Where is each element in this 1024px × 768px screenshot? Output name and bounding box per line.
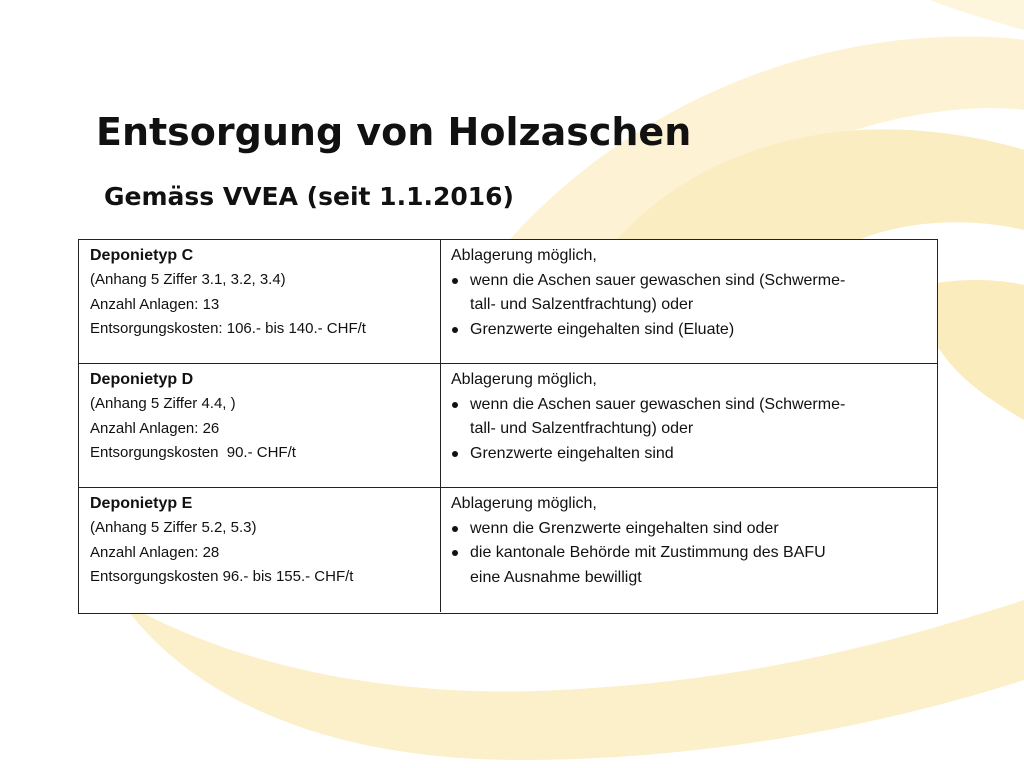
table-row [79,364,937,488]
condition-line: die kantonale Behörde mit Zustimmung des BAFU [470,544,826,561]
landfill-info-cell [79,488,441,612]
landfill-type: Deponietyp D [90,371,194,388]
plant-count: Anzahl Anlagen: 28 [90,543,220,561]
table-row [79,240,937,364]
bullet-icon [452,327,458,333]
annex-reference: (Anhang 5 Ziffer 4.4, ) [90,395,236,412]
annex-reference: (Anhang 5 Ziffer 5.2, 5.3) [90,519,257,536]
swoosh-band-lower [120,600,1024,760]
landfill-info-cell [79,364,441,487]
page-title: Entsorgung von Holzaschen [96,110,692,154]
list-item [451,393,927,442]
condition-line: Grenzwerte eingehalten sind [470,444,674,462]
disposal-costs: Entsorgungskosten 90.- CHF/t [90,444,296,461]
bullet-icon [452,451,458,457]
bullet-icon [452,278,458,284]
landfill-type: Deponietyp C [90,247,194,264]
landfill-table [78,239,938,614]
disposal-costs: Entsorgungskosten 96.- bis 155.- CHF/t [90,568,354,585]
list-item [451,517,927,542]
swoosh-band-top-right [930,0,1024,30]
table-row [79,488,937,612]
conditions-heading: Ablagerung möglich, [451,371,597,388]
deposit-conditions-cell [441,488,937,612]
bullet-icon [452,526,458,532]
list-item [451,442,927,467]
conditions-heading: Ablagerung möglich, [451,247,597,264]
condition-line: tall- und Salzentfrachtung) oder [470,420,694,437]
condition-line: wenn die Aschen sauer gewaschen sind (Schwerme- [470,395,846,413]
conditions-heading: Ablagerung möglich, [451,495,597,512]
landfill-type: Deponietyp E [90,495,193,512]
bullet-icon [452,550,458,556]
conditions-list [451,393,927,467]
plant-count: Anzahl Anlagen: 13 [90,295,220,313]
plant-count: Anzahl Anlagen: 26 [90,419,220,437]
landfill-info-cell [79,240,441,363]
condition-line: eine Ausnahme bewilligt [470,568,642,586]
condition-line: wenn die Grenzwerte eingehalten sind oder [470,519,779,537]
conditions-list [451,517,927,591]
disposal-costs: Entsorgungskosten: 106.- bis 140.- CHF/t [90,320,366,337]
conditions-list [451,269,927,343]
condition-line: wenn die Aschen sauer gewaschen sind (Schwerme- [470,271,846,289]
deposit-conditions-cell [441,240,937,363]
list-item [451,541,927,590]
deposit-conditions-cell [441,364,937,487]
condition-line: Grenzwerte eingehalten sind (Eluate) [470,320,735,338]
annex-reference: (Anhang 5 Ziffer 3.1, 3.2, 3.4) [90,271,286,288]
bullet-icon [452,402,458,408]
page-subtitle: Gemäss VVEA (seit 1.1.2016) [104,182,514,211]
condition-line: tall- und Salzentfrachtung) oder [470,296,694,313]
list-item [451,269,927,318]
list-item [451,318,927,343]
